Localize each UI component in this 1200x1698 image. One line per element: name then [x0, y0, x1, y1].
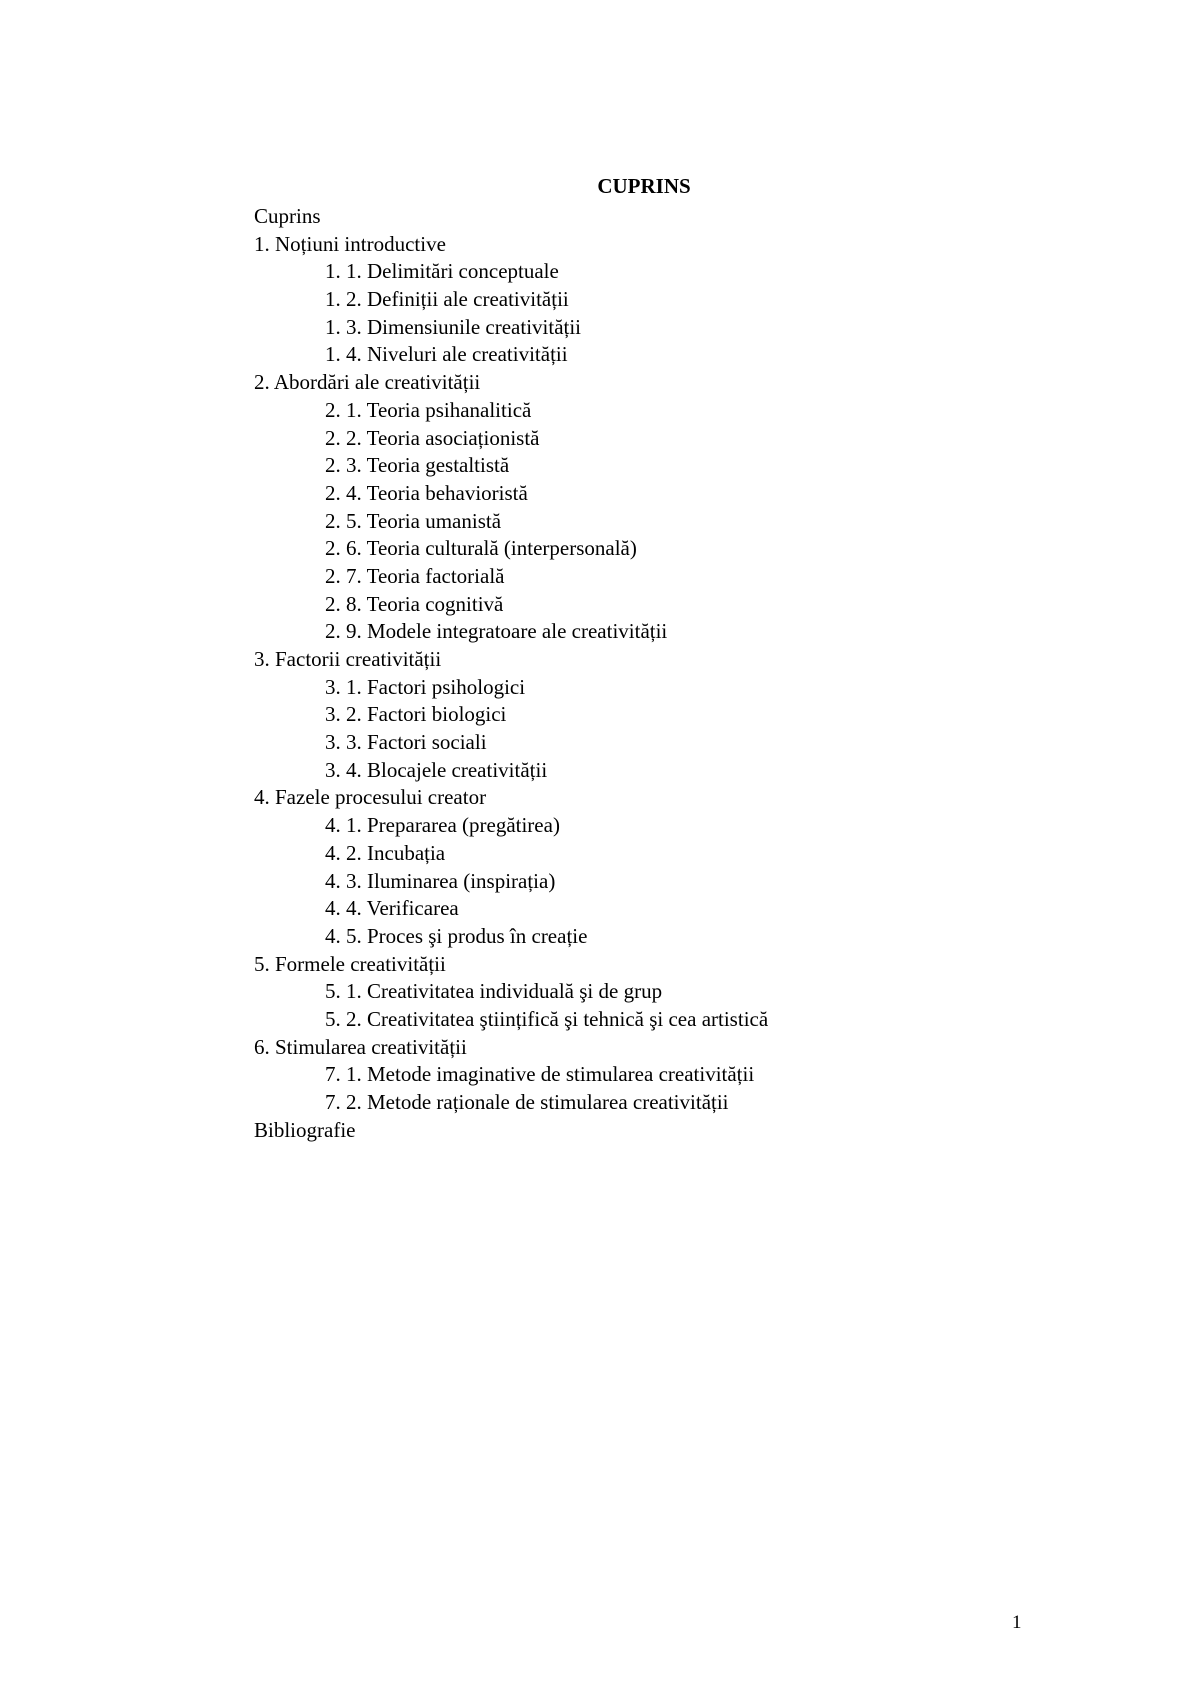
toc-section-entry: 4. Fazele procesului creator — [254, 785, 487, 810]
toc-subsection-entry: 2. 3. Teoria gestaltistă — [325, 453, 510, 478]
toc-subsection-entry: 4. 3. Iluminarea (inspirația) — [325, 868, 556, 893]
toc-subsection-entry: 3. 1. Factori psihologici — [325, 674, 526, 699]
toc-subsection-entry: 4. 1. Prepararea (pregătirea) — [325, 813, 560, 838]
toc-subsection-entry: 3. 2. Factori biologici — [325, 702, 507, 727]
toc-subsection-entry: 2. 4. Teoria behavioristă — [325, 480, 528, 505]
toc-subsection-entry: 1. 4. Niveluri ale creativității — [325, 342, 568, 367]
toc-subsection-entry: 2. 8. Teoria cognitivă — [325, 591, 504, 616]
toc-subsection-entry: 1. 2. Definiții ale creativității — [325, 287, 569, 312]
toc-subsection-entry: 2. 2. Teoria asociaționistă — [325, 425, 540, 450]
toc-subsection-entry: 1. 3. Dimensiunile creativității — [325, 314, 582, 339]
toc-subsection-entry: 5. 1. Creativitatea individuală şi de grup — [325, 979, 663, 1004]
toc-subsection-entry: 2. 5. Teoria umanistă — [325, 508, 502, 533]
toc-subsection-entry: 4. 5. Proces şi produs în creație — [325, 923, 588, 948]
toc-section-entry: 5. Formele creativității — [254, 951, 446, 976]
page-number: 1 — [1012, 1612, 1022, 1633]
toc-subsection-entry: 3. 3. Factori sociali — [325, 730, 487, 755]
toc-subsection-entry: 4. 4. Verificarea — [325, 896, 459, 921]
document-title: CUPRINS — [597, 174, 691, 198]
table-of-contents — [254, 203, 1034, 1144]
toc-section-entry: 3. Factorii creativității — [254, 647, 442, 671]
toc-subsection-entry: 5. 2. Creativitatea ştiințifică şi tehnică şi cea artistică — [325, 1006, 769, 1031]
toc-subsection-entry: 2. 6. Teoria culturală (interpersonală) — [325, 536, 637, 561]
toc-section-entry: 1. Noțiuni introductive — [254, 231, 446, 256]
toc-subsection-entry: 3. 4. Blocajele creativității — [325, 757, 548, 782]
toc-section-entry: Bibliografie — [254, 1117, 356, 1142]
toc-section-entry: 6. Stimularea creativității — [254, 1034, 467, 1059]
toc-subsection-entry: 1. 1. Delimitări conceptuale — [325, 259, 559, 284]
toc-subsection-entry: 2. 7. Teoria factorială — [325, 563, 505, 588]
toc-subsection-entry: 7. 1. Metode imaginative de stimularea creativității — [325, 1062, 755, 1087]
toc-section-entry: Cuprins — [254, 204, 321, 228]
toc-subsection-entry: 2. 9. Modele integratoare ale creativității — [325, 619, 668, 644]
toc-subsection-entry: 2. 1. Teoria psihanalitică — [325, 397, 532, 422]
toc-subsection-entry: 7. 2. Metode raționale de stimularea creativității — [325, 1090, 729, 1114]
toc-subsection-entry: 4. 2. Incubația — [325, 840, 446, 865]
toc-section-entry: 2. Abordări ale creativității — [254, 370, 481, 395]
